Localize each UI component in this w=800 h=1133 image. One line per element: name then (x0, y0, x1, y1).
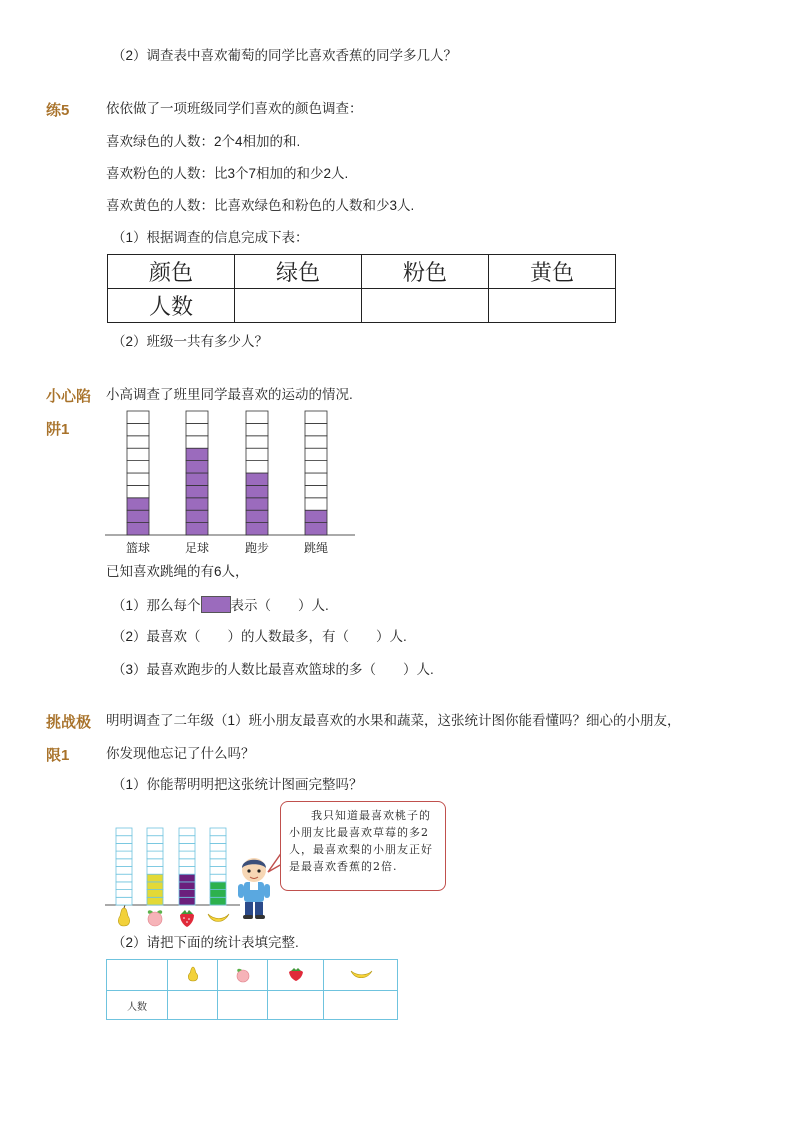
bar-cell-empty[interactable] (116, 859, 132, 867)
bar-cell-filled[interactable] (186, 461, 208, 473)
challenge-q2: （2）请把下面的统计表填完整. (112, 935, 299, 950)
bar-cell-filled[interactable] (210, 890, 226, 898)
bar-cell-filled[interactable] (179, 890, 195, 898)
bar-cell-empty[interactable] (305, 411, 327, 423)
bar-cell-empty[interactable] (147, 867, 163, 875)
table-row-label: 人数 (108, 289, 235, 323)
bar-cell-empty[interactable] (127, 461, 149, 473)
trap-q2: （2）最喜欢（ ）的人数最多，有（ ）人. (112, 629, 407, 644)
bar-column (179, 828, 195, 905)
peach-icon (148, 910, 162, 926)
bar-cell-empty[interactable] (116, 882, 132, 890)
bar-cell-empty[interactable] (210, 843, 226, 851)
exercise-5-q1: （1）根据调查的信息完成下表： (112, 230, 309, 245)
banana-icon (208, 914, 229, 922)
bar-cell-empty[interactable] (147, 828, 163, 836)
answer-cell[interactable] (489, 289, 616, 323)
bar-cell-empty[interactable] (116, 890, 132, 898)
challenge-intro-1: 明明调查了二年级（1）班小朋友最喜欢的水果和蔬菜，这张统计图你能看懂吗？细心的小朋友， (106, 713, 681, 728)
exercise-5-label: 练5 (46, 102, 70, 119)
bar-cell-filled[interactable] (127, 498, 149, 510)
bar-cell-filled[interactable] (186, 448, 208, 460)
bar-cell-filled[interactable] (127, 510, 149, 522)
exercise-5-intro: 依依做了一项班级同学们喜欢的颜色调查： (106, 101, 363, 116)
strawberry-icon (180, 910, 194, 927)
bar-cell-empty[interactable] (116, 843, 132, 851)
bar-cell-empty[interactable] (127, 473, 149, 485)
bar-cell-empty[interactable] (210, 867, 226, 875)
table-corner-cell (107, 960, 168, 991)
challenge-label-2: 限1 (46, 747, 70, 764)
trap-q1-text-a: （1）那么每个 (112, 598, 201, 613)
bar-cell-filled[interactable] (186, 498, 208, 510)
bar-cell-empty[interactable] (127, 423, 149, 435)
bar-cell-empty[interactable] (116, 897, 132, 905)
bar-column (186, 411, 208, 535)
table-header-cell: 颜色 (108, 255, 235, 289)
bar-cell-empty[interactable] (116, 874, 132, 882)
bar-cell-filled[interactable] (147, 890, 163, 898)
bar-cell-filled[interactable] (246, 523, 268, 535)
bar-cell-empty[interactable] (305, 485, 327, 497)
bar-cell-empty[interactable] (127, 485, 149, 497)
bar-cell-filled[interactable] (179, 897, 195, 905)
trap-q1-text-b: 表示（ ）人. (230, 598, 329, 613)
answer-cell[interactable] (235, 289, 362, 323)
bar-cell-filled[interactable] (305, 523, 327, 535)
bar-column (127, 411, 149, 535)
speech-text: 我只知道最喜欢桃子的小朋友比最喜欢草莓的多2人，最喜欢梨的小朋友正好是最喜欢香蕉的2倍. (289, 809, 433, 873)
bar-cell-empty[interactable] (305, 436, 327, 448)
bar-cell-empty[interactable] (305, 461, 327, 473)
bar-column (246, 411, 268, 535)
bar-cell-empty[interactable] (305, 498, 327, 510)
trap-known: 已知喜欢跳绳的有6人， (106, 564, 249, 579)
bar-cell-empty[interactable] (305, 423, 327, 435)
bar-cell-empty[interactable] (246, 411, 268, 423)
bar-cell-filled[interactable] (210, 897, 226, 905)
trap-q1 (112, 596, 329, 615)
bar-cell-empty[interactable] (210, 874, 226, 882)
bar-cell-empty[interactable] (179, 867, 195, 875)
bar-column (147, 828, 163, 905)
exercise-5-line2: 喜欢粉色的人数：比3个7相加的和少2人. (106, 166, 349, 181)
tick-label: 跳绳 (303, 541, 329, 555)
bar-cell-empty[interactable] (246, 423, 268, 435)
speech-bubble (280, 801, 446, 891)
bar-cell-empty[interactable] (186, 423, 208, 435)
bar-cell-filled[interactable] (127, 523, 149, 535)
bar-cell-empty[interactable] (147, 843, 163, 851)
bar-cell-filled[interactable] (179, 882, 195, 890)
bar-cell-empty[interactable] (127, 411, 149, 423)
exercise-5-line1: 喜欢绿色的人数：2个4相加的和. (106, 134, 301, 149)
bar-cell-empty[interactable] (116, 836, 132, 844)
bar-cell-filled[interactable] (186, 510, 208, 522)
bar-cell-empty[interactable] (147, 859, 163, 867)
challenge-label: 挑战极 (46, 714, 92, 731)
bar-cell-filled[interactable] (147, 897, 163, 905)
previous-question: （2）调查表中喜欢葡萄的同学比喜欢香蕉的同学多几人？ (112, 48, 458, 63)
bar-cell-filled[interactable] (246, 473, 268, 485)
bar-cell-empty[interactable] (305, 448, 327, 460)
bar-cell-empty[interactable] (127, 448, 149, 460)
bar-cell-empty[interactable] (210, 851, 226, 859)
challenge-intro-2: 你发现他忘记了什么吗？ (106, 746, 255, 761)
answer-cell[interactable] (268, 991, 324, 1020)
exercise-5-line3: 喜欢黄色的人数：比喜欢绿色和粉色的人数和少3人. (106, 198, 415, 213)
bar-cell-empty[interactable] (116, 851, 132, 859)
table-row-label: 人数 (107, 991, 168, 1020)
table-header-cell (268, 960, 324, 991)
answer-cell[interactable] (362, 289, 489, 323)
trap-label-2: 阱1 (46, 421, 70, 438)
bar-cell-empty[interactable] (179, 828, 195, 836)
bar-cell-filled[interactable] (210, 882, 226, 890)
pear-icon (118, 905, 129, 926)
bar-cell-filled[interactable] (246, 485, 268, 497)
bar-column (210, 828, 226, 905)
bar-column (305, 411, 327, 535)
trap-q3: （3）最喜欢跑步的人数比最喜欢篮球的多（ ）人. (112, 662, 434, 677)
bar-cell-empty[interactable] (116, 828, 132, 836)
trap-label: 小心陷 (46, 388, 92, 405)
strawberry-icon (287, 965, 305, 983)
color-survey-table (107, 254, 616, 323)
pear-icon (185, 965, 201, 983)
table-header-cell: 绿色 (235, 255, 362, 289)
unit-square-icon (201, 596, 231, 613)
table-header-cell: 粉色 (362, 255, 489, 289)
bar-cell-empty[interactable] (210, 836, 226, 844)
bar-cell-empty[interactable] (127, 436, 149, 448)
bar-cell-filled[interactable] (246, 498, 268, 510)
bar-cell-empty[interactable] (179, 851, 195, 859)
bar-cell-empty[interactable] (116, 867, 132, 875)
table-header-cell (324, 960, 398, 991)
bar-cell-empty[interactable] (186, 436, 208, 448)
bar-cell-empty[interactable] (246, 461, 268, 473)
bar-cell-empty[interactable] (179, 843, 195, 851)
sports-bar-chart (100, 405, 360, 560)
bar-cell-filled[interactable] (147, 874, 163, 882)
tick-label: 篮球 (125, 541, 151, 555)
table-header-cell (168, 960, 218, 991)
bar-cell-empty[interactable] (210, 859, 226, 867)
bar-cell-empty[interactable] (179, 836, 195, 844)
answer-cell[interactable] (168, 991, 218, 1020)
bar-cell-empty[interactable] (210, 828, 226, 836)
bar-cell-filled[interactable] (186, 485, 208, 497)
tick-label: 跑步 (244, 541, 270, 555)
bar-cell-empty[interactable] (147, 851, 163, 859)
challenge-q1: （1）你能帮明明把这张统计图画完整吗？ (112, 777, 363, 792)
table-header-cell (218, 960, 268, 991)
bar-cell-empty[interactable] (246, 448, 268, 460)
bar-cell-empty[interactable] (147, 836, 163, 844)
exercise-5-q2: （2）班级一共有多少人？ (112, 334, 269, 349)
bar-cell-filled[interactable] (186, 523, 208, 535)
bar-cell-empty[interactable] (179, 859, 195, 867)
answer-cell[interactable] (218, 991, 268, 1020)
trap-intro: 小高调查了班里同学最喜欢的运动的情况. (106, 387, 353, 402)
bar-cell-empty[interactable] (305, 473, 327, 485)
bar-cell-empty[interactable] (186, 411, 208, 423)
tick-label: 足球 (184, 541, 210, 555)
bar-cell-filled[interactable] (179, 874, 195, 882)
answer-cell[interactable] (324, 991, 398, 1020)
table-header-cell: 黄色 (489, 255, 616, 289)
bar-cell-filled[interactable] (246, 510, 268, 522)
bar-cell-filled[interactable] (305, 510, 327, 522)
fruit-table (106, 959, 398, 1020)
bar-cell-filled[interactable] (186, 473, 208, 485)
bar-column (116, 828, 132, 905)
bar-cell-filled[interactable] (147, 882, 163, 890)
banana-icon (349, 967, 373, 981)
peach-icon (235, 965, 251, 983)
bar-cell-empty[interactable] (246, 436, 268, 448)
